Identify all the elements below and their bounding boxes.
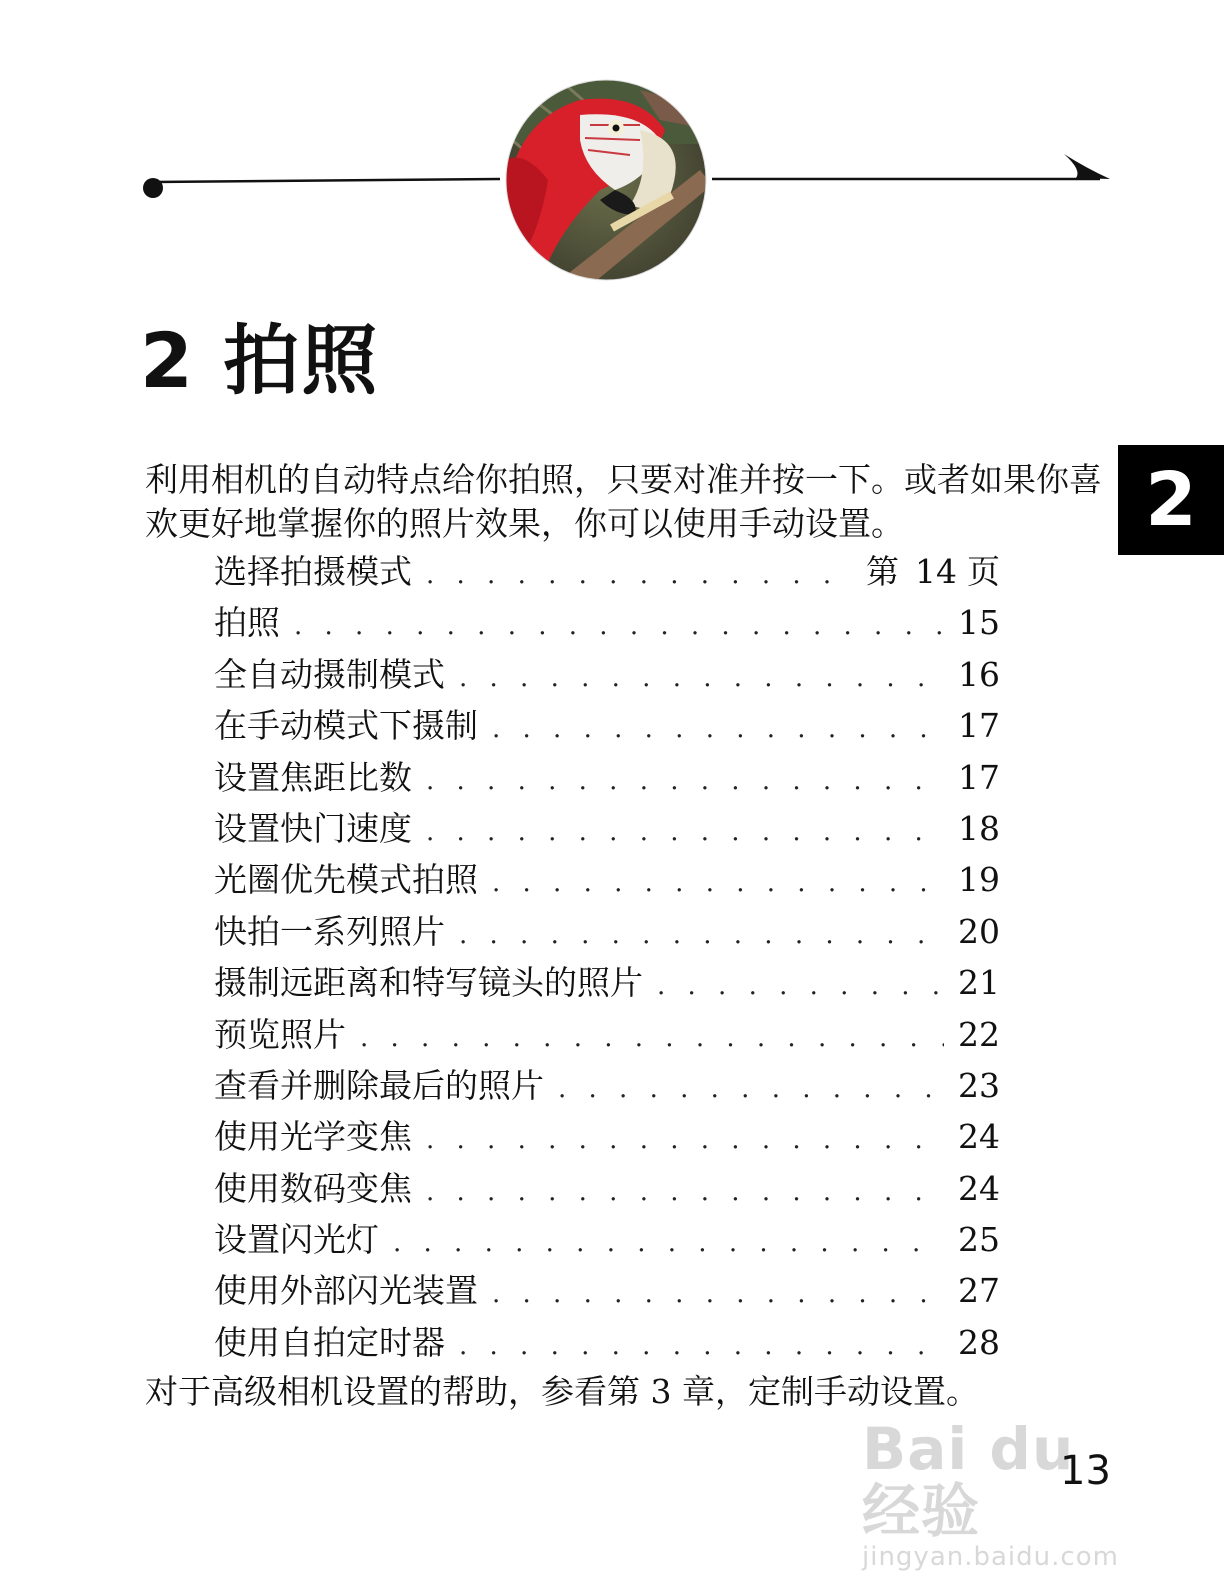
toc-item-page: 27 [958, 1271, 1000, 1311]
toc-item-label: 预览照片 [214, 1014, 346, 1054]
toc-item-label: 查看并删除最后的照片 [214, 1065, 544, 1105]
toc-item-page: 16 [958, 654, 1000, 694]
toc-item-page: 15 [958, 603, 1000, 643]
toc-leader-dots [459, 1321, 944, 1372]
toc-leader-dots [426, 1115, 944, 1166]
toc-item-label: 全自动摄制模式 [214, 654, 445, 694]
toc-leader-dots [459, 910, 944, 961]
watermark-logo: Bai du 经验 [862, 1415, 1075, 1545]
toc-item-page: 24 [958, 1168, 1000, 1208]
footer-note: 对于高级相机设置的帮助，参看第 3 章，定制手动设置。 [145, 1372, 979, 1411]
chapter-header-graphic [0, 0, 1224, 300]
toc-item-page: 21 [958, 963, 1000, 1003]
toc-item[interactable] [214, 1214, 1000, 1265]
toc-item[interactable] [214, 906, 1000, 957]
toc-item[interactable] [214, 957, 1000, 1008]
chapter-intro: 利用相机的自动特点给你拍照，只要对准并按一下。或者如果你喜欢更好地掌握你的照片效果，你可以使用手动设置。 [145, 460, 1102, 543]
toc-item-label: 拍照 [214, 603, 280, 643]
toc-item-label: 在手动模式下摄制 [214, 706, 478, 746]
toc-item-page: 19 [958, 860, 1000, 900]
toc-leader-dots [426, 550, 852, 601]
toc-item-label: 使用数码变焦 [214, 1168, 412, 1208]
toc-item[interactable] [214, 546, 1000, 597]
toc-leader-dots [426, 756, 944, 807]
arrow-head-icon [1064, 154, 1110, 179]
toc-item-label: 使用自拍定时器 [214, 1322, 445, 1362]
parrot-photo [500, 74, 712, 290]
toc-leader-dots [558, 1064, 944, 1115]
toc-leader-dots [492, 704, 944, 755]
toc-leader-dots [657, 961, 944, 1012]
toc-item[interactable] [214, 1111, 1000, 1162]
toc-item-page: 23 [958, 1065, 1000, 1105]
toc-leader-dots [360, 1013, 944, 1064]
toc-item[interactable] [214, 1163, 1000, 1214]
toc-item-label: 快拍一系列照片 [214, 911, 445, 951]
toc-item-label: 设置焦距比数 [214, 757, 412, 797]
toc-item-label: 摄制远距离和特写镜头的照片 [214, 963, 643, 1003]
toc-item-page: 28 [958, 1322, 1000, 1362]
toc-item[interactable] [214, 803, 1000, 854]
toc-item-label: 选择拍摄模式 [214, 552, 412, 591]
toc-item-page: 20 [958, 911, 1000, 951]
toc-item-page: 17 [958, 706, 1000, 746]
toc-item[interactable] [214, 752, 1000, 803]
toc-leader-dots [492, 858, 944, 909]
toc-leader-dots [426, 807, 944, 858]
toc-item-page: 14 [915, 552, 957, 591]
toc-item-label: 使用外部闪光装置 [214, 1271, 478, 1311]
toc-leader-dots [492, 1269, 944, 1320]
toc-item-page: 24 [958, 1117, 1000, 1157]
toc-item[interactable] [214, 1009, 1000, 1060]
chapter-title: 2 拍照 [140, 316, 380, 405]
toc-leader-dots [426, 1167, 944, 1218]
toc-item[interactable] [214, 1265, 1000, 1316]
toc-item-page: 25 [958, 1220, 1000, 1260]
toc-item[interactable] [214, 1317, 1000, 1368]
toc-leader-dots [294, 601, 944, 652]
toc-item-label: 设置快门速度 [214, 808, 412, 848]
toc-item-label: 设置闪光灯 [214, 1220, 379, 1260]
toc-leader-dots [393, 1218, 944, 1269]
toc-page-prefix: 第 [866, 552, 899, 591]
toc-item-page: 22 [958, 1014, 1000, 1054]
toc-item-page: 18 [958, 808, 1000, 848]
toc-item-label: 光圈优先模式拍照 [214, 860, 478, 900]
toc-page-suffix: 页 [967, 552, 1000, 591]
page-number: 13 [1060, 1448, 1111, 1494]
toc-item-page: 17 [958, 757, 1000, 797]
toc-item[interactable] [214, 1060, 1000, 1111]
header-line-left [153, 179, 500, 182]
toc-item[interactable] [214, 597, 1000, 648]
toc-leader-dots [459, 653, 944, 704]
watermark-url: jingyan.baidu.com [862, 1542, 1119, 1572]
toc-item[interactable] [214, 854, 1000, 905]
table-of-contents [214, 546, 1000, 1368]
chapter-tab-badge: 2 [1118, 445, 1224, 555]
toc-item[interactable] [214, 649, 1000, 700]
toc-item[interactable] [214, 700, 1000, 751]
toc-item-label: 使用光学变焦 [214, 1117, 412, 1157]
